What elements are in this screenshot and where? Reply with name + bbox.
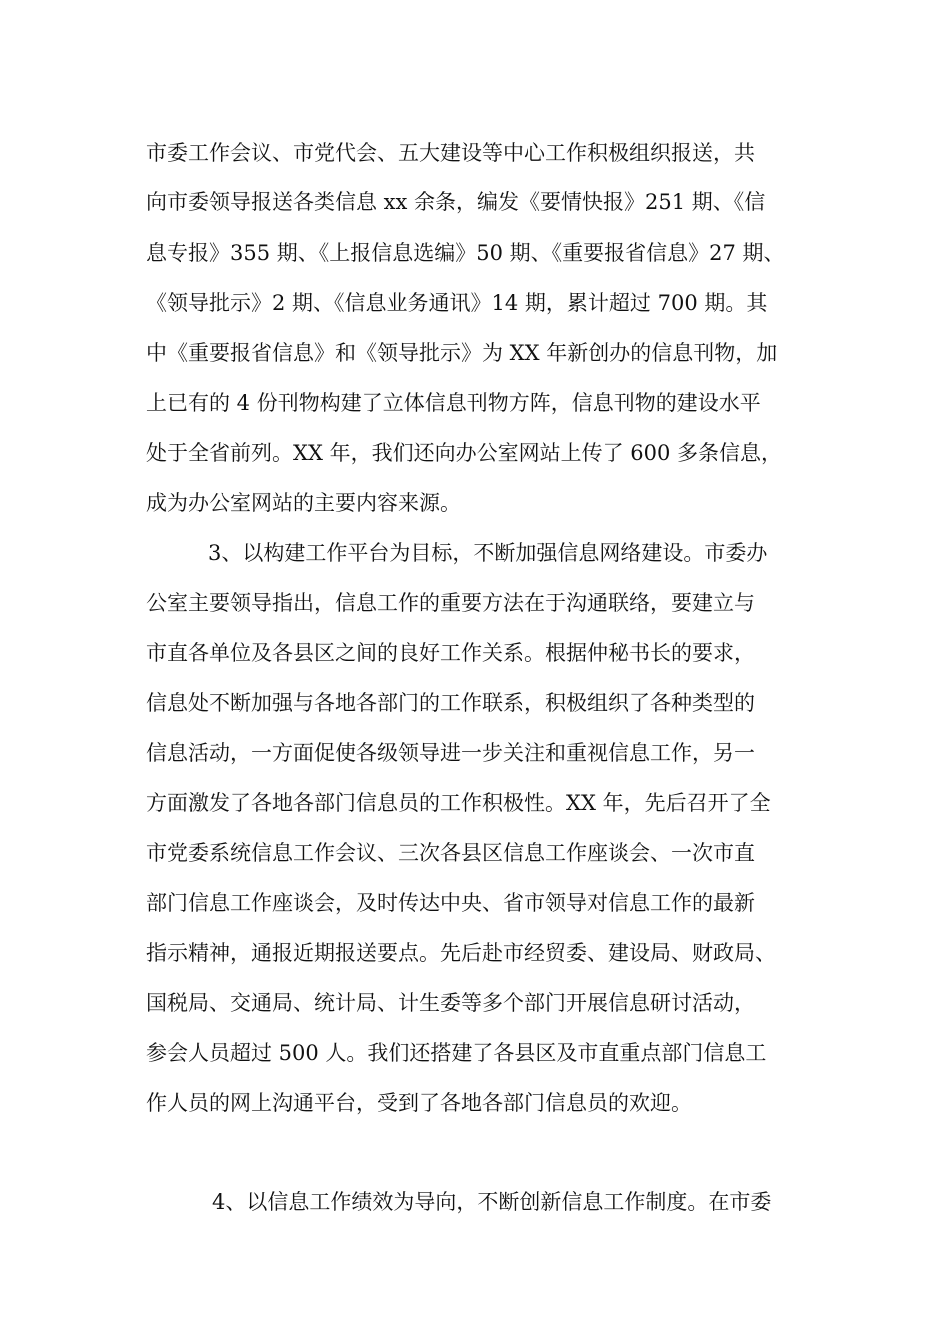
text-line-19: 参会人员超过 500 人。我们还搭建了各县区及市直重点部门信息工 <box>146 1041 767 1065</box>
text-line-6: 上已有的 4 份刊物构建了立体信息刊物方阵，信息刊物的建设水平 <box>146 391 761 415</box>
text-line-10: 公室主要领导指出，信息工作的重要方法在于沟通联络，要建立与 <box>146 591 755 615</box>
text-line-16: 部门信息工作座谈会，及时传达中央、省市领导对信息工作的最新 <box>146 891 755 915</box>
section-3-heading-line: 3、以构建工作平台为目标，不断加强信息网络建设。市委办 <box>208 541 768 565</box>
text-line-11: 市直各单位及各县区之间的良好工作关系。根据仲秘书长的要求， <box>146 641 755 665</box>
text-line-15: 市党委系统信息工作会议、三次各县区信息工作座谈会、一次市直 <box>146 841 755 865</box>
text-line-18: 国税局、交通局、统计局、计生委等多个部门开展信息研讨活动， <box>146 991 755 1015</box>
text-line-1: 市委工作会议、市党代会、五大建设等中心工作积极组织报送，共 <box>146 141 755 165</box>
text-line-7: 处于全省前列。XX 年，我们还向办公室网站上传了 600 多条信息， <box>146 441 783 465</box>
text-line-4: 《领导批示》2 期、《信息业务通讯》14 期，累计超过 700 期。其 <box>146 291 768 315</box>
text-line-17: 指示精神，通报近期报送要点。先后赴市经贸委、建设局、财政局、 <box>146 941 776 965</box>
text-line-20: 作人员的网上沟通平台，受到了各地各部门信息员的欢迎。 <box>146 1091 692 1115</box>
text-line-5: 中《重要报省信息》和《领导批示》为 XX 年新创办的信息刊物，加 <box>146 341 778 365</box>
text-line-8: 成为办公室网站的主要内容来源。 <box>146 491 461 515</box>
section-4-heading-line: 4、以信息工作绩效为导向，不断创新信息工作制度。在市委 <box>212 1190 772 1214</box>
text-line-14: 方面激发了各地各部门信息员的工作积极性。XX 年，先后召开了全 <box>146 791 771 815</box>
text-line-2: 向市委领导报送各类信息 xx 余条，编发《要情快报》251 期、《信 <box>146 190 766 214</box>
text-line-13: 信息活动，一方面促使各级领导进一步关注和重视信息工作，另一 <box>146 741 755 765</box>
text-line-12: 信息处不断加强与各地各部门的工作联系，积极组织了各种类型的 <box>146 691 755 715</box>
text-line-3: 息专报》355 期、《上报信息选编》50 期、《重要报省信息》27 期、 <box>146 241 785 265</box>
